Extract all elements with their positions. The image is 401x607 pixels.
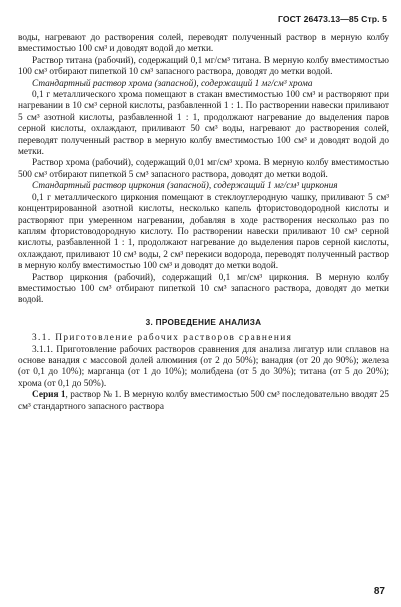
paragraph-series-1 — [18, 390, 389, 413]
paragraph-titanium-working: Раствор титана (рабочий), содержащий 0,1 мг/см³ титана. В мерную колбу вместимостью 100 см³ отбирают пипеткой 10 см³ запасного раствора, доводят до метки водой. — [18, 55, 389, 78]
paragraph-3-1-1: 3.1.1. Приготовление рабочих растворов сравнения для анализа лигатур или сплавов на основе ванадия с массовой долей алюминия (от 2 до 50%); ванадия (от 20 до 90%); железа (от 0,1 до 10%); марганца (от 1 до 10%); молибдена (от 5 до 30%); титана (от 5 до 20%); хрома (от 0,1 до 50%). — [18, 344, 389, 389]
page-header: ГОСТ 26473.13—85 Стр. 5 — [278, 14, 387, 24]
heading-zirconium-standard: Стандартный раствор циркония (запасной), содержащий 1 мг/см³ циркония — [32, 181, 338, 192]
page-body — [18, 33, 389, 413]
section-title: 3. ПРОВЕДЕНИЕ АНАЛИЗА — [145, 317, 262, 327]
page-number: 87 — [373, 585, 385, 597]
series-label: Серия 1 — [32, 390, 66, 401]
series-text: , раствор № 1. В мерную колбу вместимостью 500 см³ последовательно вводят 25 см³ стандартного запасного раствора — [18, 390, 389, 412]
paragraph-zirconium-working: Раствор циркония (рабочий), содержащий 0,1 мг/см³ циркония. В мерную колбу вместимостью 100 см³ отбирают пипеткой 10 см³ запасного раствора, доводят до метки водой. — [18, 272, 389, 306]
paragraph-zirconium-prep: 0,1 г металлического циркония помещают в стеклоуглеродную чашку, приливают 5 см³ концентрированной азотной кислоты, несколько капель фтористоводородной кислоты и растворяют при умеренном нагревании, добавляя в ходе растворения несколько раз по каплям фтористоводородную кислоту. По растворении навески приливают 10 см³ серной кислоты, разбавленной 1 : 1, продолжают нагревание до выделения паров серной кислоты, охлаждают, приливают 10 см³ воды, 2 см³ перекиси водорода, переводят полученный раствор в мерную колбу вместимостью 100 см³ и доводят до метки водой. — [18, 192, 389, 272]
paragraph-chromium-working: Раствор хрома (рабочий), содержащий 0,01 мг/см³ хрома. В мерную колбу вместимостью 500 см³ отбирают пипеткой 5 см³ запасного раствора, доводят до метки водой. — [18, 158, 389, 180]
subsection-3-1: 3.1. Приготовление рабочих растворов сравнения — [32, 333, 293, 344]
heading-chromium-standard: Стандартный раствор хрома (запасной), содержащий 1 мг/см³ хрома — [32, 78, 313, 89]
paragraph-continuation: воды, нагревают до растворения солей, переводят полученный раствор в мерную колбу вместимостью 100 см³ и доводят водой до метки. — [18, 33, 389, 55]
paragraph-chromium-prep: 0,1 г металлического хрома помещают в стакан вместимостью 100 см³ и растворяют при нагревании в 10 см³ серной кислоты, разбавленной 1 : 1. По растворении навески приливают 5 см³ азотной кислоты, разбавленной 1 : 1, продолжают нагревание до выделения паров серной кислоты, охлаждают, приливают 50 см³ воды, нагревают до растворения солей, переводят полученный раствор в мерную колбу вместимостью 100 см³ и доводят водой до метки. — [18, 90, 389, 158]
